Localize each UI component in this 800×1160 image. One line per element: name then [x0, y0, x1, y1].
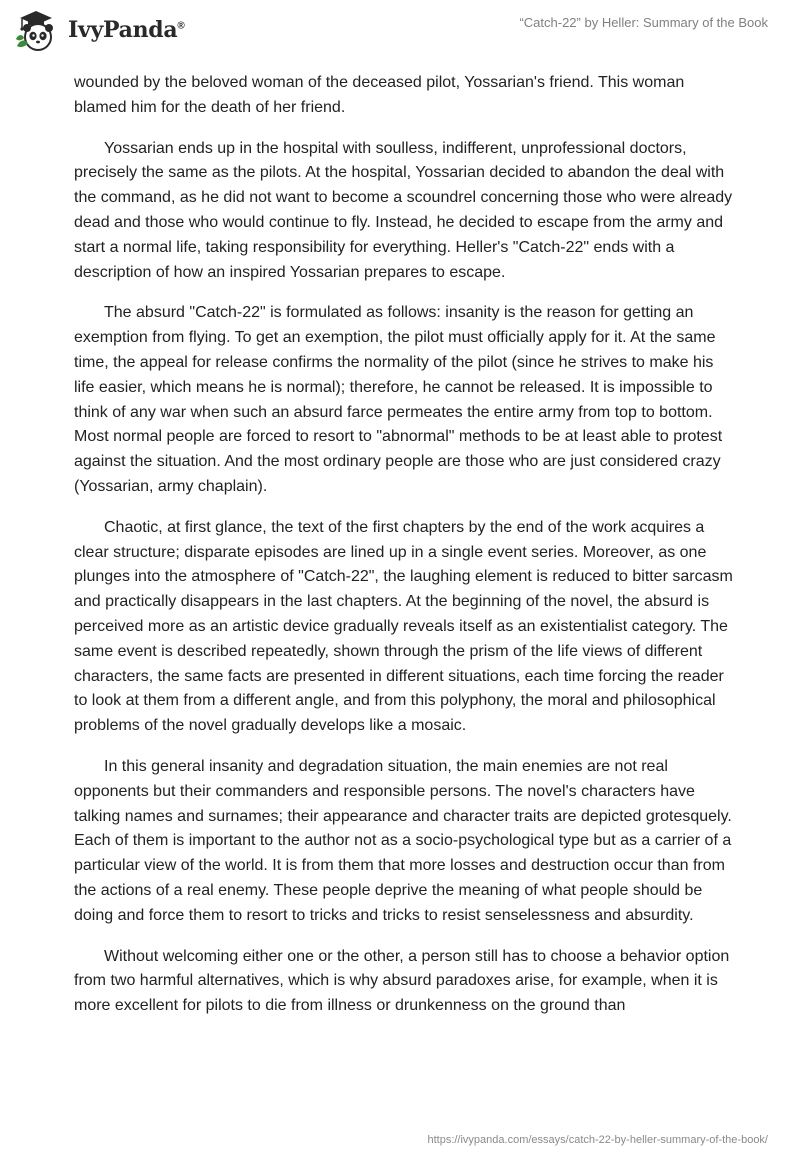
document-title: “Catch-22” by Heller: Summary of the Book: [519, 15, 768, 30]
paragraph: In this general insanity and degradation situation, the main enemies are not real opponents but their commanders and responsible persons. The novel's characters have talking names and surnames; their appearance and character traits are depicted grotesquely. Each of them is important to the author not as a socio-psychological type but as a carrier of a particular view of the world. It is from them that more losses and destruction occur than from the actions of a real enemy. These people deprive the meaning of what people should be doing and force them to resort to tricks and tricks to resist senselessness and absurdity.: [74, 757, 732, 924]
essay-body: [74, 71, 734, 1035]
source-url[interactable]: https://ivypanda.com/essays/catch-22-by-heller-summary-of-the-book/: [427, 1134, 768, 1146]
paragraph: Without welcoming either one or the other, a person still has to choose a behavior option from two harmful alternatives, which is why absurd paradoxes arise, for example, when it is more excellent for pilots to die from illness or drunkenness on the ground than: [74, 947, 730, 1015]
paragraph-continuation: wounded by the beloved woman of the deceased pilot, Yossarian's friend. This woman blamed him for the death of her friend.: [74, 74, 685, 116]
paragraph: Chaotic, at first glance, the text of the first chapters by the end of the work acquires a clear structure; disparate episodes are lined up in a single event series. Moreover, as one plunges into the atmosphere of "Catch-22", the laughing element is reduced to bitter sarcasm and practically disappears in the last chapters. At the beginning of the novel, the absurd is perceived more as an artistic device gradually reveals itself as an existentialist category. The same event is described repeatedly, shown through the prism of the life views of different characters, the same facts are presented in different situations, each time forcing the reader to look at them from a different angle, and from this polyphony, the moral and philosophical problems of the novel gradually develops like a mosaic.: [74, 518, 733, 735]
brand-logo[interactable]: [14, 6, 184, 54]
page-header: [0, 0, 800, 62]
brand-name: IvyPanda®: [68, 17, 185, 43]
paragraph: Yossarian ends up in the hospital with soulless, indifferent, unprofessional doctors, precisely the same as the pilots. At the hospital, Yossarian decided to abandon the deal with the command, as he did not want to become a scoundrel concerning those who were already dead and those who would continue to fly. Instead, he decided to escape from the army and start a normal life, taking responsibility for everything. Heller's "Catch-22" ends with a description of how an inspired Yossarian prepares to escape.: [74, 139, 733, 281]
paragraph: The absurd "Catch-22" is formulated as follows: insanity is the reason for getting an exemption from flying. To get an exemption, the pilot must officially apply for it. At the same time, the appeal for release confirms the normality of the pilot (since he strives to make his life easier, which means he is normal); therefore, he cannot be released. It is impossible to think of any war when such an absurd farce permeates the entire army from top to bottom. Most normal people are forced to resort to "abnormal" methods to be at least able to protest against the situation. And the most ordinary people are those who are just considered crazy (Yossarian, army chaplain).: [74, 304, 723, 495]
panda-graduation-cap-icon: [14, 6, 62, 54]
registered-mark: ®: [177, 20, 185, 32]
